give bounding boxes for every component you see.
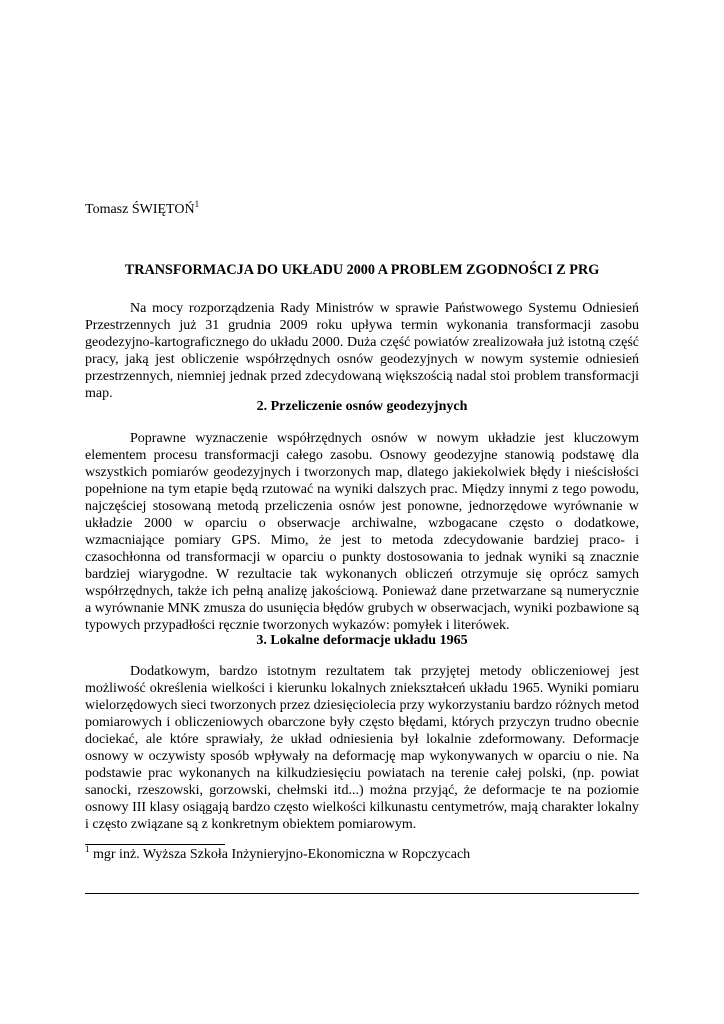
intro-paragraph: Na mocy rozporządzenia Rady Ministrów w sprawie Państwowego Systemu Odniesień Przestrzennych już 31 grudnia 2009 roku upływa termin wykonania transformacji zasobu geodezyjno-kartograficznego do układu 2000. Duża część powiatów zrealizowała już istotną część pracy, jaką jest obliczenie współrzędnych osnów geodezyjnych w nowym systemie odniesień przestrzennych, niemniej jednak przed zdecydowaną większością nadal stoi problem transformacji map. bbox=[85, 301, 639, 401]
footnote-mark: 1 bbox=[85, 844, 90, 854]
page-bottom-rule bbox=[85, 893, 639, 894]
author-line bbox=[85, 201, 199, 219]
author-footnote-mark: 1 bbox=[194, 199, 200, 209]
footnote bbox=[85, 846, 470, 864]
footnote-separator bbox=[85, 844, 225, 845]
section-paragraph-3: Dodatkowym, bardzo istotnym rezultatem tak przyjętej metody obliczeniowej jest możliwość określenia wielkości i kierunku lokalnych zniekształceń układu 1965. Wyniki pomiaru wielorzędowych sieci tworzonych przez dziesięciolecia przy wykorzystaniu bardzo różnych metod pomiarowych i obliczeniowych obarczone były często błędami, których przyczyn trudno obecnie dociekać, ale które sprawiały, że układ odniesienia był lokalnie zdeformowany. Deformacje osnowy w oczywisty sposób wpływały na deformację map wykonywanych w oparciu o nie. Na podstawie prac wykonanych na kilkudziesięciu powiatach na terenie całej polski, (np. powiat sanocki, rzeszowski, gorzowski, chełmski itd...) można przyjąć, że deformacje te na poziomie osnowy III klasy osiągają bardzo często wielkości kilkunastu centymetrów, mają charakter lokalny i często związane są z konkretnym obiektem pomiarowym. bbox=[85, 664, 639, 832]
paper-title: TRANSFORMACJA DO UKŁADU 2000 A PROBLEM ZGODNOŚCI Z PRG bbox=[124, 262, 600, 278]
section-heading-3: 3. Lokalne deformacje układu 1965 bbox=[256, 633, 468, 648]
author-name: Tomasz ŚWIĘTOŃ bbox=[85, 202, 195, 217]
section-heading-2: 2. Przeliczenie osnów geodezyjnych bbox=[256, 399, 468, 414]
section-paragraph-2: Poprawne wyznaczenie współrzędnych osnów w nowym układzie jest kluczowym elementem procesu transformacji całego zasobu. Osnowy geodezyjne stanowią podstawę dla wszystkich pomiarów geodezyjnych i tworzonych map, dlatego jakiekolwiek błędy i nieścisłości popełnione na tym etapie będą rzutować na wyniki dalszych prac. Między innymi z tego powodu, najczęściej stosowaną metodą przeliczenia osnów jest ponowne, jednorzędowe wyrównanie w układzie 2000 w oparciu o obserwacje archiwalne, wzbogacane często o dodatkowe, wzmacniające pomiary GPS. Mimo, że jest to metoda zdecydowanie bardziej praco- i czasochłonna od transformacji w oparciu o punkty dostosowania to jednak wyniki są znacznie bardziej wiarygodne. W rezultacie tak wykonanych obliczeń otrzymuje się oprócz samych współrzędnych, także ich pełną analizę jakościową. Ponieważ dane przetwarzane są numerycznie a wyrównanie MNK zmusza do usunięcia błędów grubych w obserwacjach, wyniki pozbawione są typowych przypadłości ręcznie tworzonych wykazów: pomyłek i literówek. bbox=[85, 431, 640, 633]
footnote-text: mgr inż. Wyższa Szkoła Inżynieryjno-Ekonomiczna w Ropczycach bbox=[89, 847, 471, 862]
